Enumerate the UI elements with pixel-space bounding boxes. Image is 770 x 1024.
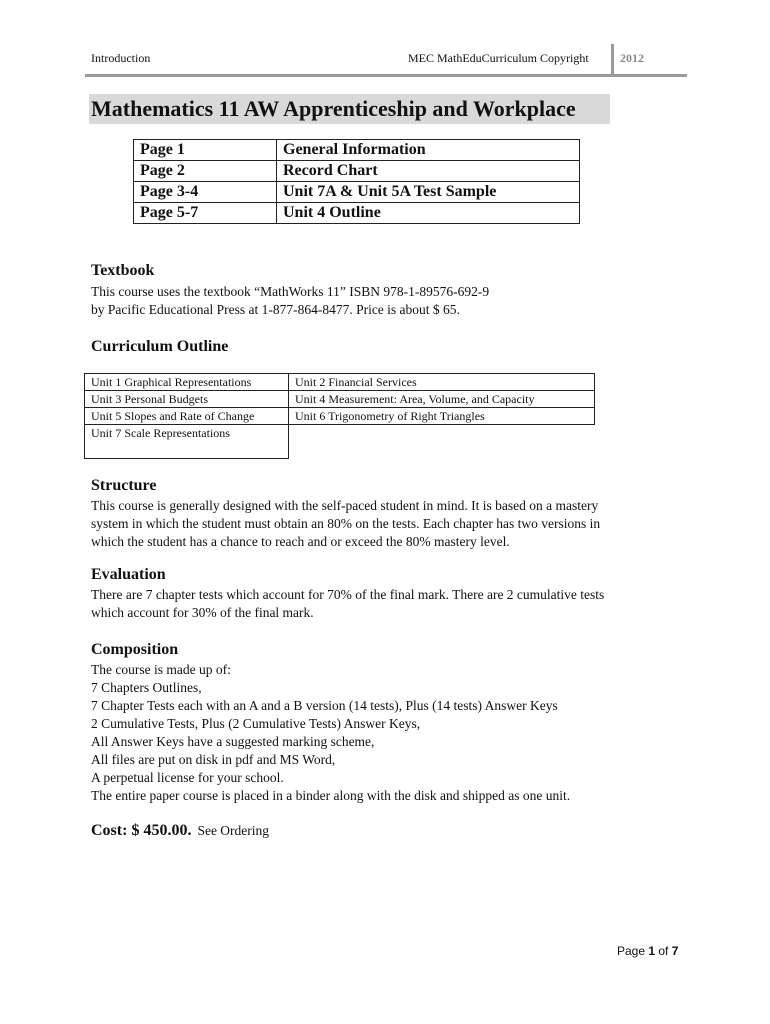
unit-cell: Unit 2 Financial Services — [289, 374, 595, 391]
text-line: The entire paper course is placed in a binder along with the disk and shipped as one unit. — [91, 788, 571, 803]
text-line: The course is made up of: — [91, 662, 231, 677]
footer-total-pages: 7 — [671, 944, 679, 958]
cost-line — [91, 822, 269, 840]
structure-heading: Structure — [91, 477, 157, 494]
page-content-cell: General Information — [277, 140, 580, 161]
table-row — [85, 374, 595, 391]
unit-cell: Unit 6 Trigonometry of Right Triangles — [289, 408, 595, 425]
page-number-footer — [617, 944, 678, 958]
text-line: 7 Chapters Outlines, — [91, 680, 202, 695]
textbook-heading: Textbook — [91, 262, 155, 279]
page-title: Mathematics 11 AW Apprenticeship and Workplace — [89, 94, 610, 124]
page-number-cell: Page 3-4 — [134, 182, 277, 203]
header-copyright: MEC MathEduCurriculum Copyright — [408, 51, 589, 65]
header-separator — [611, 44, 614, 74]
structure-paragraph — [91, 497, 681, 551]
page-content-cell: Unit 7A & Unit 5A Test Sample — [277, 182, 580, 203]
footer-current-page: 1 — [648, 944, 656, 958]
table-row — [85, 391, 595, 408]
footer-prefix: Page — [617, 944, 649, 958]
unit-cell: Unit 3 Personal Budgets — [85, 391, 289, 408]
curriculum-heading: Curriculum Outline — [91, 338, 229, 355]
evaluation-heading: Evaluation — [91, 566, 166, 583]
table-row — [85, 425, 595, 459]
text-line: by Pacific Educational Press at 1-877-864-8477. Price is about $ 65. — [91, 302, 460, 317]
text-line: system in which the student must obtain an 80% on the tests. Each chapter has two versions in — [91, 516, 601, 531]
table-row — [134, 161, 580, 182]
cost-label: Cost: $ 450.00. — [91, 822, 192, 839]
curriculum-table — [84, 373, 595, 459]
see-ordering-link[interactable]: See Ordering — [197, 823, 270, 838]
page-content-cell: Unit 4 Outline — [277, 203, 580, 224]
text-line: All files are put on disk in pdf and MS Word, — [91, 752, 336, 767]
composition-heading: Composition — [91, 641, 179, 658]
text-line: All Answer Keys have a suggested marking scheme, — [91, 734, 375, 749]
text-line: There are 7 chapter tests which account for 70% of the final mark. There are 2 cumulative tests — [91, 587, 605, 602]
footer-mid: of — [655, 944, 672, 958]
unit-cell: Unit 5 Slopes and Rate of Change — [85, 408, 289, 425]
page-number-cell: Page 1 — [134, 140, 277, 161]
table-row — [134, 203, 580, 224]
empty-cell — [289, 425, 595, 459]
table-row — [134, 182, 580, 203]
pages-table — [133, 139, 580, 224]
page-number-cell: Page 2 — [134, 161, 277, 182]
table-row — [134, 140, 580, 161]
text-line: which account for 30% of the final mark. — [91, 605, 314, 620]
header-rule — [85, 74, 687, 77]
text-line: This course uses the textbook “MathWorks 11” ISBN 978-1-89576-692-9 — [91, 284, 490, 299]
textbook-paragraph — [91, 283, 681, 319]
page-content-cell: Record Chart — [277, 161, 580, 182]
unit-cell: Unit 7 Scale Representations — [85, 425, 289, 459]
header-year: 2012 — [620, 51, 644, 65]
text-line: This course is generally designed with the self-paced student in mind. It is based on a mastery — [91, 498, 599, 513]
page-number-cell: Page 5-7 — [134, 203, 277, 224]
text-line: 2 Cumulative Tests, Plus (2 Cumulative Tests) Answer Keys, — [91, 716, 421, 731]
table-row — [85, 408, 595, 425]
text-line: which the student has a chance to reach and or exceed the 80% mastery level. — [91, 534, 510, 549]
header-section-label: Introduction — [91, 51, 151, 65]
unit-cell: Unit 4 Measurement: Area, Volume, and Capacity — [289, 391, 595, 408]
text-line: 7 Chapter Tests each with an A and a B version (14 tests), Plus (14 tests) Answer Keys — [91, 698, 558, 713]
text-line: A perpetual license for your school. — [91, 770, 284, 785]
evaluation-paragraph — [91, 586, 681, 622]
unit-cell: Unit 1 Graphical Representations — [85, 374, 289, 391]
composition-paragraph — [91, 661, 681, 805]
